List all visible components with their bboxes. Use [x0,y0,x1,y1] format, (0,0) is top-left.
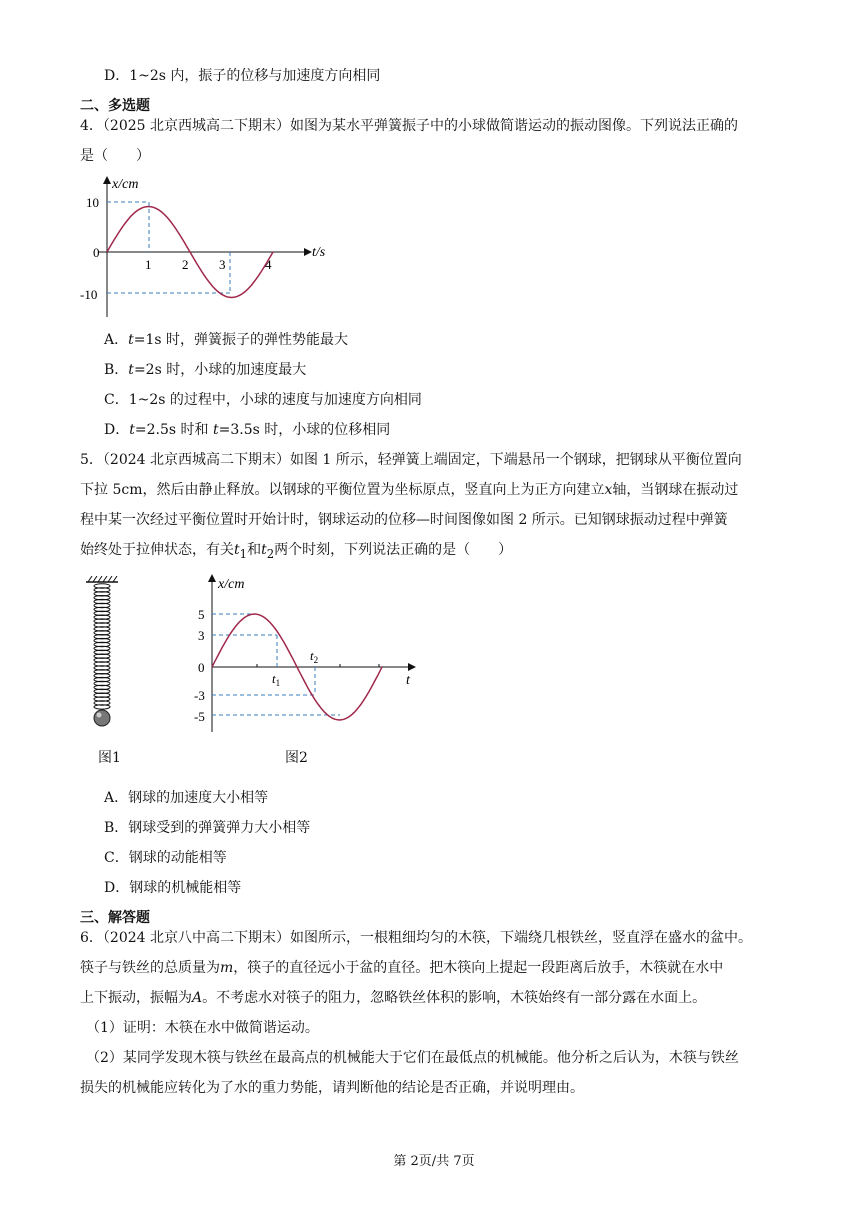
q5-stem-line2: 下拉 5cm，然后由静止释放。以钢球的平衡位置为坐标原点，竖直向上为正方向建立x轴，当钢球在振动过 [80,482,739,498]
q6-stem-line3: 上下振动，振幅为A。不考虑水对筷子的阻力，忽略铁丝体积的影响，木筷始终有一部分露在水面上。 [80,990,707,1006]
q5-stem-line4: 始终处于拉伸状态，有关$t_1$和$t_2$两个时刻，下列说法正确的是（ ） [80,542,513,561]
q3-option-d: D．1~2s 内，振子的位移与加速度方向相同 [104,68,381,84]
q5-ytick-neg3: -3 [194,688,205,703]
q5-option-c: C．钢球的动能相等 [104,850,227,866]
q5-ytick-5: 5 [198,607,205,622]
q4-xtick-4: 4 [265,257,272,272]
q6-part2-line2: 损失的机械能应转化为了水的重力势能，请判断他的结论是否正确，并说明理由。 [80,1080,584,1096]
q4-option-b: B．t=2s 时，小球的加速度最大 [104,362,307,378]
q5-origin-label: 0 [198,660,205,675]
q4-y-axis-label: x/cm [112,177,139,192]
q4-xtick-2: 2 [182,257,189,272]
q4-origin-label: 0 [93,245,100,260]
q6-part1: （1）证明：木筷在水中做简谐运动。 [86,1020,319,1036]
q5-fig2-caption: 图2 [285,750,308,766]
q4-option-c: C．1~2s 的过程中，小球的速度与加速度方向相同 [104,392,422,408]
q5-y-axis-label: x/cm [218,577,245,592]
steel-ball [94,710,110,726]
q5-x-axis-label: t [406,673,410,688]
q6-part2-line1: （2）某同学发现木筷与铁丝在最高点的机械能大于它们在最低点的机械能。他分析之后认为，木筷与铁丝 [86,1050,739,1066]
q4-option-a: A．t=1s 时，弹簧振子的弹性势能最大 [104,332,349,348]
q6-stem-line2: 筷子与铁丝的总质量为m，筷子的直径远小于盆的直径。把木筷向上提起一段距离后放手，木筷就在水中 [80,960,724,976]
q5-fig2-displacement-graph [190,572,430,737]
q5-stem-line1: 5．（2024 北京西城高二下期末）如图 1 所示，轻弹簧上端固定，下端悬吊一个钢球，把钢球从平衡位置向 [80,452,742,468]
q5-fig1-spring-diagram [82,576,122,728]
q4-vibration-graph [78,172,338,322]
q5-ytick-3: 3 [198,628,205,643]
q4-x-axis-label: t/s [312,245,326,260]
q5-option-b: B．钢球受到的弹簧弹力大小相等 [104,820,311,836]
q5-option-a: A．钢球的加速度大小相等 [104,790,269,806]
q4-stem-line1: 4．（2025 北京西城高二下期末）如图为某水平弹簧振子中的小球做简谐运动的振动图像。下列说法正确的 [80,118,738,134]
q5-stem-line3: 程中某一次经过平衡位置时开始计时，钢球运动的位移—时间图像如图 2 所示。已知钢球振动过程中弹簧 [80,512,728,528]
q5-t2-label: $t_2$ [310,648,319,665]
q4-xtick-1: 1 [145,257,152,272]
q4-ytick-10: 10 [86,195,99,210]
q4-ytick-neg10: -10 [80,287,98,302]
q5-option-d: D．钢球的机械能相等 [104,880,242,896]
q6-stem-line1: 6．（2024 北京八中高二下期末）如图所示，一根粗细均匀的木筷，下端绕几根铁丝，竖直浮在盛水的盆中。 [80,930,752,946]
page-footer: 第 2页/共 7页 [393,1154,475,1169]
q4-xtick-3: 3 [219,257,226,272]
q4-option-d: D．t=2.5s 时和 t=3.5s 时，小球的位移相同 [104,422,391,438]
section-answer-title: 三、解答题 [80,910,150,926]
q5-ytick-neg5: -5 [194,709,205,724]
q4-stem-line2: 是（ ） [80,148,150,164]
section-multiple-choice-title: 二、多选题 [80,98,150,114]
q5-t1-label: $t_1$ [272,671,281,688]
q5-fig1-caption: 图1 [98,750,121,766]
spring-coils [94,584,110,709]
